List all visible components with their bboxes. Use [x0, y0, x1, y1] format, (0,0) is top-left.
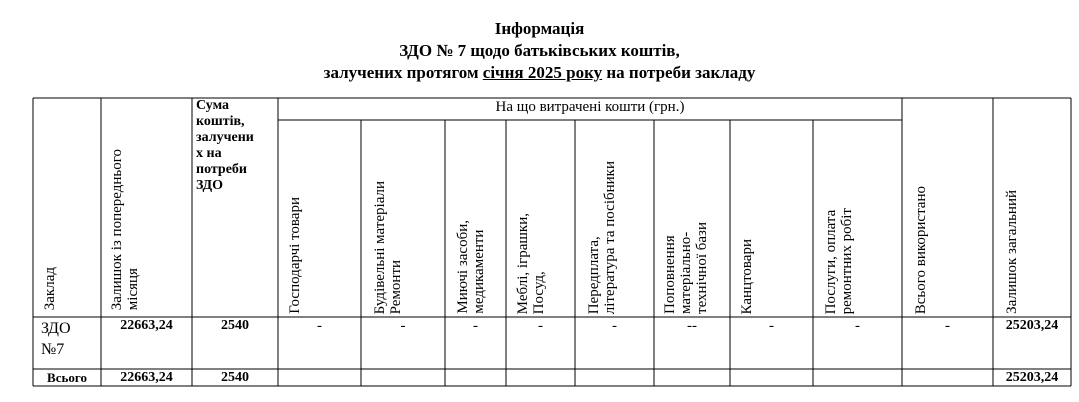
row-stationery: -	[769, 318, 774, 334]
doc-title: Інформація	[494, 19, 585, 38]
header-balance-total: Залишок загальний	[1004, 190, 1020, 314]
row-cleaning: -	[473, 318, 478, 334]
row-balance-total: 25203,24	[1005, 318, 1059, 333]
header-spent-group: На що витрачені кошти (грн.)	[495, 99, 685, 115]
header-stationery: Канцтовари	[739, 238, 755, 314]
row-balance-prev: 22663,24	[120, 318, 173, 333]
row-mtb: --	[687, 318, 697, 334]
row-household: -	[317, 318, 322, 334]
doc-subtitle-period: залучених протягом січня 2025 року на потреби закладу	[323, 63, 756, 82]
total-label: Всього	[47, 370, 87, 385]
row-building: -	[400, 318, 406, 334]
row-total-used: -	[945, 318, 950, 334]
header-cleaning: Миючі засоби, медикаменти	[455, 220, 487, 314]
header-balance-prev: Залишок із попереднього місяця	[109, 148, 141, 310]
header-zaklad: Заклад	[42, 266, 58, 310]
header-services: Послуги, оплата ремонтних робіт	[823, 207, 855, 314]
header-mtb: Поповнення матеріально- технічної бази	[662, 222, 710, 314]
header-household: Господарчі товари	[287, 197, 303, 314]
header-furniture: Меблі, іграшки, Посуд,	[515, 212, 547, 314]
row-subscription: -	[612, 318, 617, 334]
period-underlined: січня 2025 року	[482, 63, 603, 82]
total-balance-total: 25203,24	[1005, 370, 1059, 385]
doc-subtitle: ЗДО № 7 щодо батьківських коштів,	[399, 41, 680, 60]
row-furniture: -	[538, 318, 543, 334]
header-raised: Сума коштів, залучени х на потреби ЗДО	[196, 98, 254, 193]
header-total-used: Всього використано	[913, 185, 929, 314]
header-building: Будівельні матеріали Ремонти	[372, 180, 404, 314]
header-subscription: Передплата, література та посібники	[586, 160, 618, 314]
row-services: -	[855, 318, 860, 334]
row-raised: 2540	[221, 318, 249, 333]
row-name: ЗДО №7	[41, 320, 71, 358]
total-raised: 2540	[221, 370, 249, 385]
total-balance-prev: 22663,24	[120, 370, 173, 385]
